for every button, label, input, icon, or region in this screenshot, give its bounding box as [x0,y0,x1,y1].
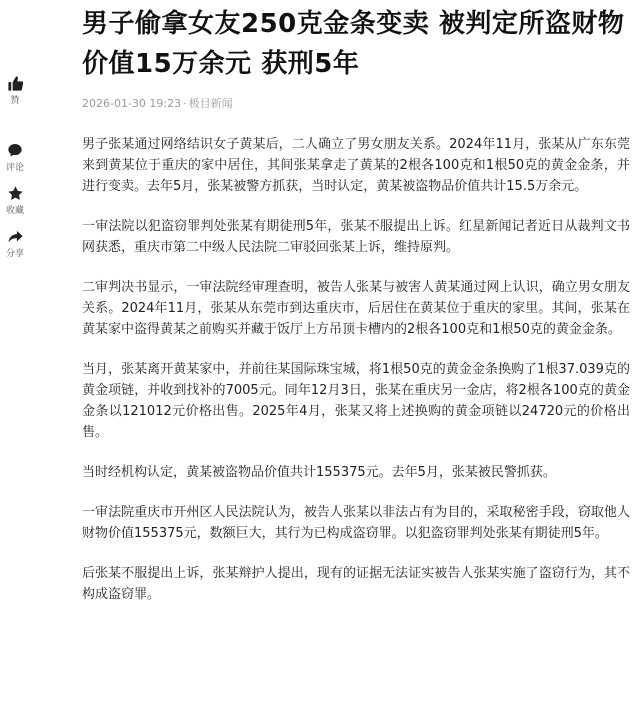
publish-date: 2026-01-30 19:23 [82,97,182,110]
article-paragraph: 当时经机构认定，黄某被盗物品价值共计155375元。去年5月，张某被民警抓获。 [82,465,556,480]
action-sidebar [0,74,30,270]
article [82,0,630,624]
favorite-label: 收藏 [5,206,24,216]
article-body [82,134,630,605]
comment-label: 评论 [5,163,24,173]
article-paragraph: 男子张某通过网络结识女子黄某后，二人确立了男女朋友关系。2024年11月，张某从广东东莞来到黄某位于重庆的家中居住，其间张某拿走了黄某的2根各100克和1根50克的黄金金条，并进行变卖。去年5月，张某被警方抓获，当时认定，黄某被盗物品价值共计15.5万余元。 [82,137,630,194]
star-icon [6,184,24,202]
article-meta [82,96,630,112]
article-title: 男子偷拿女友250克金条变卖 被判定所盗财物价值15万余元 获刑5年 [82,9,625,79]
article-paragraph: 一审法院以犯盗窃罪判处张某有期徒刑5年，张某不服提出上诉。红星新闻记者近日从裁判文书网获悉，重庆市第二中级人民法院二审驳回张某上诉，维持原判。 [82,219,630,255]
like-button[interactable] [0,74,30,107]
article-paragraph: 当月，张某离开黄某家中，并前往某国际珠宝城，将1根50克的黄金金条换购了1根37.039克的黄金项链，并收到找补的7005元。同年12月3日，张某在重庆另一金店，将2根各100克的黄金金条以121012元价格出售。2025年4月，张某又将上述换购的黄金项链以24720元的价格出售。 [82,362,630,440]
share-label: 分享 [5,249,24,259]
article-paragraph: 一审法院重庆市开州区人民法院认为，被告人张某以非法占有为目的，采取秘密手段，窃取他人财物价值155375元，数额巨大，其行为已构成盗窃罪。以犯盗窃罪判处张某有期徒刑5年。 [82,505,630,541]
article-source: 极目新闻 [188,97,233,110]
article-paragraph: 二审判决书显示，一审法院经审理查明，被告人张某与被害人黄某通过网上认识，确立男女朋友关系。2024年11月，张某从东莞市到达重庆市，后居住在黄某位于重庆的家里。其间，张某在黄某家中盗得黄某之前购买并藏于饭厅上方吊顶卡槽内的2根各100克和1根50克的黄金金条。 [82,280,630,337]
comment-button[interactable] [0,141,30,174]
like-label: 赞 [10,96,20,106]
share-arrow-icon [6,227,24,245]
meta-separator: · [183,97,187,110]
thumbs-up-icon [6,74,24,92]
article-paragraph: 后张某不服提出上诉，张某辩护人提出，现有的证据无法证实被告人张某实施了盗窃行为，其不构成盗窃罪。 [82,566,630,602]
comment-icon [6,141,24,159]
share-button[interactable] [0,227,30,260]
favorite-button[interactable] [0,184,30,217]
